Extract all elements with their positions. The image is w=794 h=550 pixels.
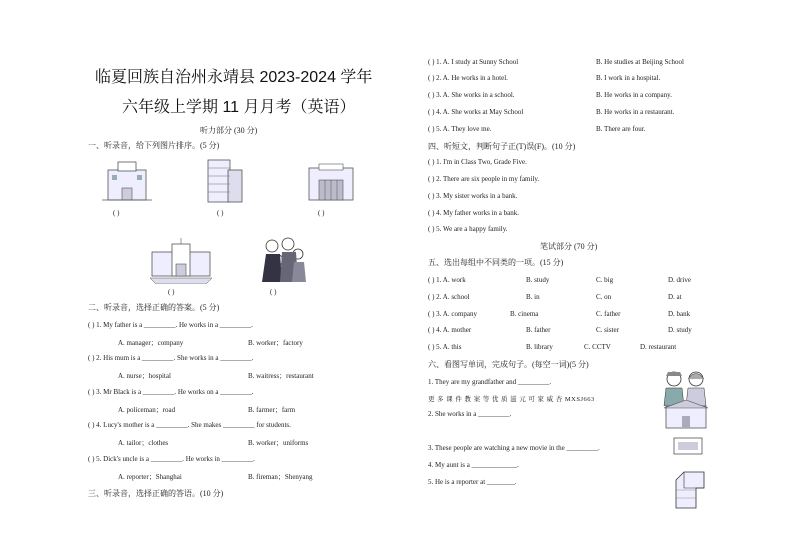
s5-q2-option-d[interactable]: D. at bbox=[668, 293, 682, 301]
s6-sentence-4: 4. My aunt is a _____________. bbox=[428, 461, 519, 469]
s3-q4-option-b[interactable]: B. He works in a restaurant. bbox=[596, 108, 675, 116]
section-3-heading: 三、听录音，选择正确的答语。(10 分) bbox=[88, 489, 224, 498]
s3-q1-option-b[interactable]: B. He studies at Beijing School bbox=[596, 58, 684, 66]
s5-q4-option-d[interactable]: D. study bbox=[668, 326, 692, 334]
school-building-image bbox=[150, 238, 212, 284]
section-4-heading: 四、听短文，判断句子正(T)误(F)。(10 分) bbox=[428, 142, 576, 151]
s2-question-4: ( ) 4. Lucy's mother is a _________. She makes _________ for students. bbox=[88, 421, 291, 429]
s5-q5-option-a: ( ) 5. A. this bbox=[428, 343, 462, 351]
s2-question-3: ( ) 3. Mr Black is a _________. He works on a _________. bbox=[88, 388, 254, 396]
s2-q1-option-b[interactable]: B. worker；factory bbox=[248, 339, 303, 347]
s3-question-2: ( ) 2. A. He works in a hotel. bbox=[428, 74, 508, 82]
s6-sentence-5: 5. He is a reporter at ________. bbox=[428, 478, 517, 486]
s6-sentence-3: 3. These people are watching a new movie in the _________. bbox=[428, 444, 600, 452]
s5-q2-option-b[interactable]: B. in bbox=[526, 293, 540, 301]
cinema-sign-image bbox=[672, 436, 704, 456]
s2-q5-option-b[interactable]: B. fireman；Shenyang bbox=[248, 473, 313, 481]
s6-sentence-2: 2. She works in a _________. bbox=[428, 410, 512, 418]
s5-q3-option-a: ( ) 3. A. company bbox=[428, 310, 477, 318]
section-2-heading: 二、听录音，选择正确的答案。(5 分) bbox=[88, 303, 220, 312]
section-6-heading: 六、看图写单词，完成句子。(每空一词)(5 分) bbox=[428, 360, 589, 369]
s3-question-3: ( ) 3. A. She works in a school. bbox=[428, 91, 515, 99]
s5-q1-option-b[interactable]: B. study bbox=[526, 276, 550, 284]
s5-q5-option-d[interactable]: D. restaurant bbox=[640, 343, 677, 351]
s3-q5-option-b[interactable]: B. There are four. bbox=[596, 125, 646, 133]
s5-q4-option-c[interactable]: C. sister bbox=[596, 326, 619, 334]
watermark-text: 更 多 课 件 教 案 等 优 质 滋 元 可 家 威 杏 MXSJ663 bbox=[428, 396, 595, 403]
s5-q3-option-d[interactable]: D. bank bbox=[668, 310, 691, 318]
s6-sentence-1: 1. They are my grandfather and _________. bbox=[428, 378, 552, 386]
s5-q4-option-a: ( ) 4. A. mother bbox=[428, 326, 472, 334]
s4-statement-3: ( ) 3. My sister works in a bank. bbox=[428, 192, 518, 200]
s2-q2-option-a[interactable]: A. nurse；hospital bbox=[118, 372, 171, 380]
hospital-building-image bbox=[100, 160, 154, 202]
s3-question-4: ( ) 4. A. She works at May School bbox=[428, 108, 524, 116]
s2-q1-option-a[interactable]: A. manager；company bbox=[118, 339, 184, 347]
s2-q4-option-b[interactable]: B. worker；uniforms bbox=[248, 439, 309, 447]
s5-q3-option-c[interactable]: C. father bbox=[596, 310, 621, 318]
section-5-heading: 五、选出每组中不同类的一项。(15 分) bbox=[428, 258, 564, 267]
s5-q2-option-c[interactable]: C. on bbox=[596, 293, 612, 301]
s3-question-1: ( ) 1. A. I study at Sunny School bbox=[428, 58, 519, 66]
picture-4-answer-blank[interactable]: ( ) bbox=[168, 288, 175, 296]
section-1-heading: 一、听录音，给下列图片排序。(5 分) bbox=[88, 141, 220, 150]
written-part-heading: 笔试部分 (70 分) bbox=[540, 242, 598, 251]
office-building-image bbox=[200, 156, 248, 204]
cinema-building-image bbox=[305, 162, 357, 202]
s3-q3-option-b[interactable]: B. He works in a company. bbox=[596, 91, 672, 99]
s5-q4-option-b[interactable]: B. father bbox=[526, 326, 551, 334]
s5-q5-option-b[interactable]: B. library bbox=[526, 343, 553, 351]
picture-1-answer-blank[interactable]: ( ) bbox=[113, 209, 120, 217]
s3-q2-option-b[interactable]: B. I work in a hospital. bbox=[596, 74, 661, 82]
page-title-line1: 临夏回族自治州永靖县 2023-2024 学年 bbox=[95, 69, 373, 86]
page-title-line2: 六年级上学期 11 月月考（英语） bbox=[122, 99, 356, 116]
picture-2-answer-blank[interactable]: ( ) bbox=[217, 209, 224, 217]
cctv-tower-image bbox=[670, 460, 710, 510]
s5-q2-option-a: ( ) 2. A. school bbox=[428, 293, 470, 301]
s5-q1-option-d[interactable]: D. drive bbox=[668, 276, 691, 284]
listening-part-heading: 听力部分 (30 分) bbox=[200, 126, 258, 135]
s5-q1-option-c[interactable]: C. big bbox=[596, 276, 614, 284]
s5-q3-option-b[interactable]: B. cinema bbox=[510, 310, 539, 318]
s2-q4-option-a[interactable]: A. tailor；clothes bbox=[118, 439, 169, 447]
s4-statement-5: ( ) 5. We are a happy family. bbox=[428, 225, 508, 233]
s4-statement-1: ( ) 1. I'm in Class Two, Grade Five. bbox=[428, 158, 527, 166]
s2-q5-option-a[interactable]: A. reporter；Shanghai bbox=[118, 473, 182, 481]
s2-q3-option-a[interactable]: A. policeman；road bbox=[118, 406, 176, 414]
s2-question-2: ( ) 2. His mum is a _________. She works in a _________. bbox=[88, 354, 254, 362]
family-group-image bbox=[258, 234, 310, 284]
s4-statement-2: ( ) 2. There are six people in my family. bbox=[428, 175, 540, 183]
picture-3-answer-blank[interactable]: ( ) bbox=[318, 209, 325, 217]
building-image bbox=[664, 400, 708, 430]
s5-q5-option-c[interactable]: C. CCTV bbox=[584, 343, 611, 351]
s2-question-5: ( ) 5. Dick's uncle is a _________. He works in _________. bbox=[88, 455, 255, 463]
s5-q1-option-a: ( ) 1. A. work bbox=[428, 276, 466, 284]
s3-question-5: ( ) 5. A. They love me. bbox=[428, 125, 492, 133]
s2-q2-option-b[interactable]: B. waitress；restaurant bbox=[248, 372, 314, 380]
s2-question-1: ( ) 1. My father is a _________. He works in a _________. bbox=[88, 321, 254, 329]
s4-statement-4: ( ) 4. My father works in a bank. bbox=[428, 209, 519, 217]
s2-q3-option-b[interactable]: B. farmer；farm bbox=[248, 406, 296, 414]
picture-5-answer-blank[interactable]: ( ) bbox=[270, 288, 277, 296]
